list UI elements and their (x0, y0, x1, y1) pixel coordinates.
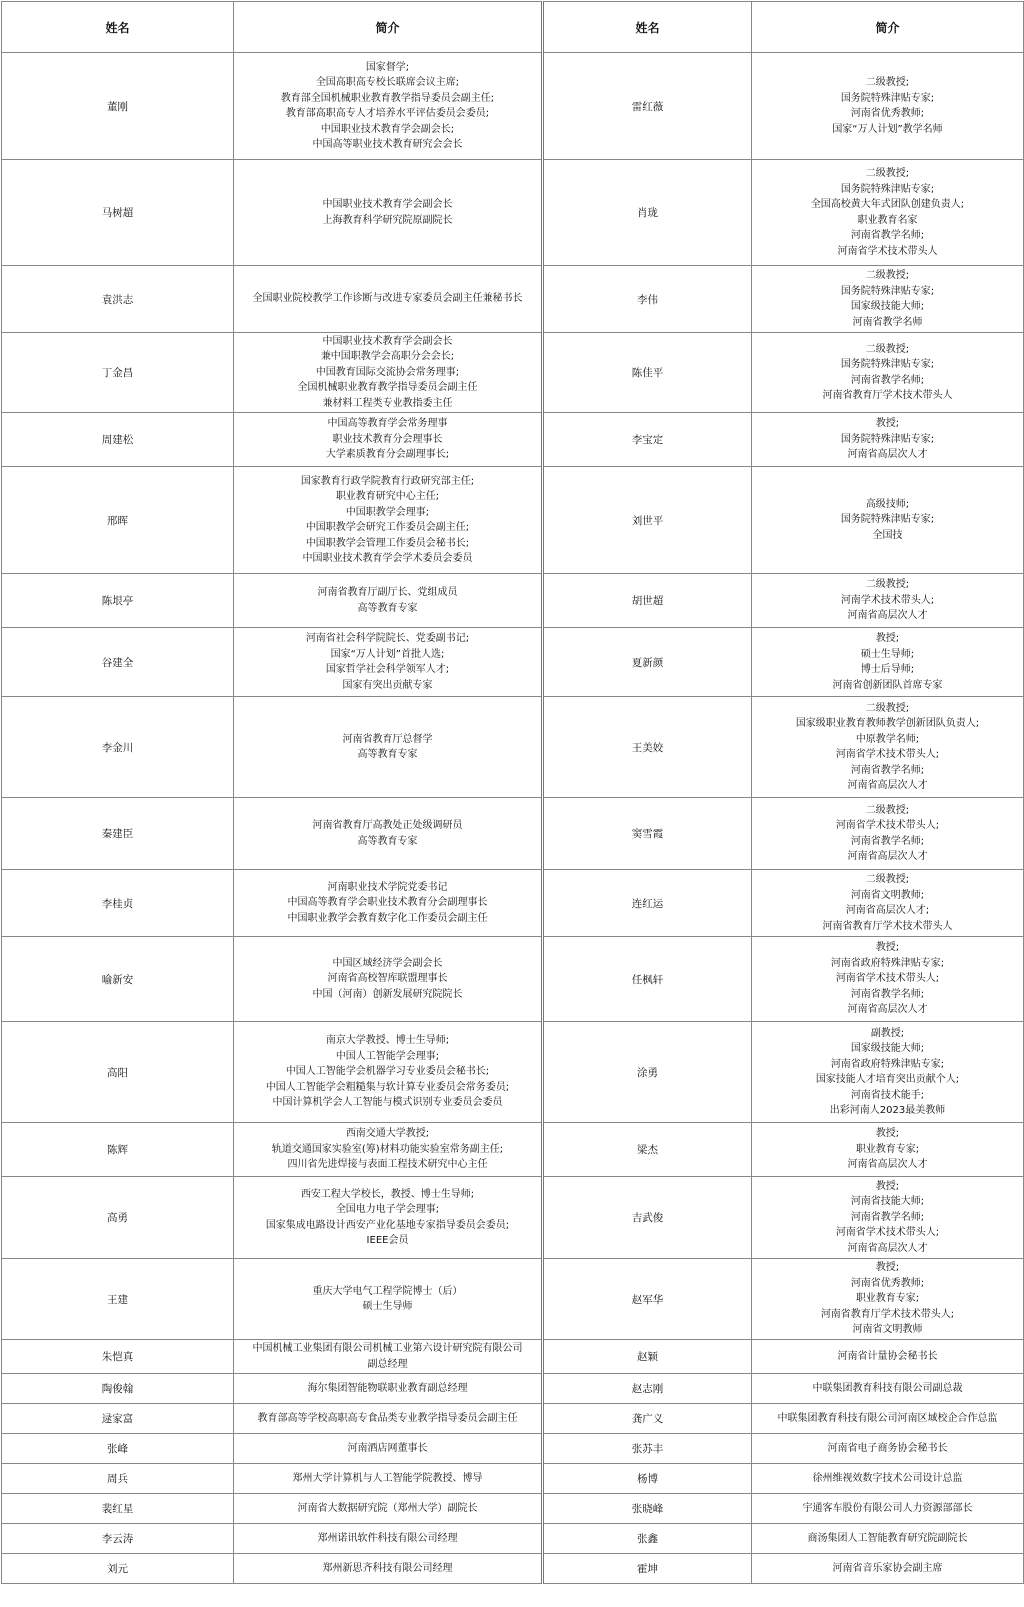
name-cell-right: 张晓峰 (543, 1494, 752, 1524)
bio-line: 国家哲学社会科学领军人才; (325, 664, 450, 675)
header-name-left: 姓名 (2, 2, 234, 53)
bio-line: 河南省教学名师; (850, 988, 925, 1000)
name-cell-left: 邢晖 (2, 467, 234, 574)
name-cell-right: 李宝定 (543, 413, 752, 467)
table-body (2, 53, 1024, 1584)
bio-line: 中国职业技术教育学会副会长 (322, 199, 453, 210)
bio-line: 教授; (875, 633, 900, 644)
bio-line: 河南省教学名师; (850, 230, 925, 241)
bio-cell-left (234, 1177, 543, 1259)
bio-line: 徐州维视效数字技术公司设计总监 (812, 1472, 963, 1484)
name-cell-left: 逯家富 (2, 1404, 234, 1434)
table-row (2, 1554, 1024, 1584)
bio-cell-right (752, 413, 1024, 467)
bio-line: 中国职业教学会教育数字化工作委员会副主任 (287, 912, 488, 924)
bio-cell-left (234, 628, 543, 697)
name-cell-right: 陈佳平 (543, 333, 752, 413)
bio-cell-right (752, 1374, 1024, 1404)
bio-cell-right (752, 160, 1024, 266)
bio-line: 职业技术教育分会理事长 (332, 433, 443, 445)
name-cell-right: 杨博 (543, 1464, 752, 1494)
bio-cell-right (752, 1404, 1024, 1434)
bio-line: 河南省教学名师; (850, 764, 925, 776)
bio-line: 教授; (875, 1128, 900, 1140)
bio-cell-right (752, 1524, 1024, 1554)
bio-line: 中原教学名师; (855, 733, 920, 745)
bio-line: 郑州新思齐科技有限公司经理 (322, 1562, 453, 1574)
bio-line: 硕士生导师 (362, 1301, 413, 1312)
bio-cell-right (752, 1494, 1024, 1524)
bio-line: 出彩河南人2023最美教师 (829, 1105, 946, 1116)
table-row (2, 574, 1024, 628)
table-row (2, 53, 1024, 160)
name-cell-right: 夏新颜 (543, 628, 752, 697)
name-cell-left: 陶俊翰 (2, 1374, 234, 1404)
table-row (2, 467, 1024, 574)
bio-cell-right (752, 628, 1024, 697)
bio-line: 二级教授; (865, 874, 910, 885)
table-row (2, 413, 1024, 467)
bio-line: 国家集成电路设计西安产业化基地专家指导委员会委员; (265, 1219, 510, 1231)
bio-line: 兼中国职教学会高职分会会长; (320, 351, 455, 363)
bio-line: 二级教授; (865, 804, 910, 816)
bio-cell-left (234, 160, 543, 266)
bio-line: 国务院特殊津贴专家; (840, 514, 935, 526)
bio-line: 高等教育专家 (357, 749, 418, 760)
bio-line: 国务院特殊津贴专家; (840, 285, 935, 297)
table-row (2, 1022, 1024, 1123)
bio-line: 河南省教育厅副厅长、党组成员 (317, 587, 458, 598)
bio-cell-right (752, 798, 1024, 870)
bio-line: 河南省技术能手; (850, 1089, 925, 1101)
bio-line: 河南省大数据研究院（郑州大学）副院长 (297, 1502, 478, 1514)
bio-line: 中国人工智能学会粗糙集与软计算专业委员会常务委员; (265, 1081, 510, 1093)
bio-line: 二级教授; (865, 579, 910, 591)
bio-line: 国家“万人计划”首批人选; (330, 648, 445, 660)
name-cell-right: 任枫轩 (543, 937, 752, 1022)
table-row (2, 1494, 1024, 1524)
bio-line: 大学素质教育分会副理事长; (325, 449, 450, 461)
bio-line: 中国职业技术教育学会副会长 (322, 335, 453, 347)
bio-line: 上海教育科学研究院原副院长 (322, 214, 453, 226)
bio-cell-right (752, 1340, 1024, 1374)
bio-line: 全国高职高专校长联席会议主席; (315, 77, 460, 88)
bio-line: 二级教授; (865, 702, 910, 714)
table-row (2, 697, 1024, 798)
bio-line: 河南省社会科学院院长、党委副书记; (305, 633, 470, 644)
bio-cell-right (752, 870, 1024, 937)
bio-line: 国务院特殊津贴专家; (840, 433, 935, 445)
bio-line: 国家有突出贡献专家 (342, 679, 433, 691)
bio-line: 中国高等教育学会常务理事 (327, 418, 448, 430)
bio-line: 中国职教学会理事; (345, 506, 430, 518)
name-cell-right: 梁杰 (543, 1123, 752, 1177)
bio-cell-right (752, 53, 1024, 160)
name-cell-right: 涂勇 (543, 1022, 752, 1123)
bio-line: 西南交通大学教授; (345, 1128, 430, 1140)
bio-cell-right (752, 1464, 1024, 1494)
name-cell-right: 霍坤 (543, 1554, 752, 1584)
bio-line: 职业教育专家; (855, 1293, 920, 1305)
bio-line: 全国职业院校教学工作诊断与改进专家委员会副主任兼秘书长 (252, 293, 523, 305)
name-cell-left: 马树超 (2, 160, 234, 266)
header-row (2, 2, 1024, 53)
bio-cell-left (234, 574, 543, 628)
bio-line: 国家级职业教育教师教学创新团队负责人; (795, 718, 980, 729)
bio-line: 教授; (875, 942, 900, 954)
bio-line: IEEE会员 (366, 1235, 409, 1246)
table-row (2, 798, 1024, 870)
bio-line: 河南省电子商务协会秘书长 (827, 1442, 948, 1454)
name-cell-right: 李伟 (543, 266, 752, 333)
name-cell-right: 连红运 (543, 870, 752, 937)
name-cell-right: 赵军华 (543, 1259, 752, 1340)
name-cell-right: 赵颖 (543, 1340, 752, 1374)
bio-cell-left (234, 1554, 543, 1584)
table-row (2, 937, 1024, 1022)
bio-line: 河南酒店网董事长 (347, 1442, 428, 1454)
bio-line: 全国电力电子学会理事; (335, 1204, 440, 1215)
bio-line: 教育部全国机械职业教育教学指导委员会副主任; (280, 92, 495, 104)
name-cell-left: 高阳 (2, 1022, 234, 1123)
bio-line: 中国计算机学会人工智能与模式识别专业委员会委员 (272, 1097, 503, 1109)
name-cell-right: 吉武俊 (543, 1177, 752, 1259)
table-row (2, 160, 1024, 266)
bio-line: 河南学术技术带头人; (840, 594, 935, 606)
bio-line: 河南省教育厅学术技术带头人 (822, 920, 953, 932)
bio-line: 河南省文明教师; (850, 889, 925, 901)
bio-line: 河南省优秀教师; (850, 108, 925, 119)
bio-line: 南京大学教授、博士生导师; (325, 1035, 450, 1047)
bio-line: 河南省教育厅总督学 (342, 733, 433, 745)
bio-cell-left (234, 798, 543, 870)
table-row (2, 1374, 1024, 1404)
name-cell-left: 裴红星 (2, 1494, 234, 1524)
bio-line: 中国机械工业集团有限公司机械工业第六设计研究院有限公司 (252, 1343, 523, 1354)
bio-line: 国家级技能大师; (850, 1043, 925, 1054)
bio-cell-right (752, 1554, 1024, 1584)
bio-line: 河南省学术技术带头人; (835, 820, 940, 831)
bio-cell-left (234, 266, 543, 333)
bio-cell-left (234, 413, 543, 467)
bio-line: 河南省计量协会秘书长 (837, 1350, 938, 1362)
bio-line: 河南省政府特殊津贴专家; (830, 1058, 945, 1070)
bio-cell-left (234, 697, 543, 798)
bio-line: 河南省高层次人才 (847, 851, 928, 862)
bio-cell-right (752, 1259, 1024, 1340)
bio-cell-right (752, 1177, 1024, 1259)
bio-cell-left (234, 333, 543, 413)
bio-line: 中国人工智能学会机器学习专业委员会秘书长; (285, 1066, 490, 1078)
bio-cell-left (234, 1340, 543, 1374)
bio-line: 郑州诺讯软件科技有限公司经理 (317, 1532, 458, 1544)
bio-line: 兼材料工程类专业教指委主任 (322, 397, 453, 409)
bio-line: 河南省高层次人才 (847, 1004, 928, 1016)
name-cell-left: 李桂贞 (2, 870, 234, 937)
name-cell-right: 肖珑 (543, 160, 752, 266)
bio-line: 中国职教学会研究工作委员会副主任; (305, 522, 470, 533)
table-row (2, 1259, 1024, 1340)
bio-line: 中国职教学会管理工作委员会秘书长; (305, 537, 470, 549)
bio-cell-left (234, 1494, 543, 1524)
bio-line: 重庆大学电气工程学院博士（后） (312, 1285, 463, 1297)
bio-line: 河南职业技术学院党委书记 (327, 881, 448, 893)
name-cell-left: 喻新安 (2, 937, 234, 1022)
bio-line: 教授; (875, 1262, 900, 1274)
name-cell-right: 王美姣 (543, 697, 752, 798)
bio-line: 国务院特殊津贴专家; (840, 183, 935, 195)
bio-line: 硕士生导师; (860, 648, 915, 660)
bio-line: 国务院特殊津贴专家; (840, 359, 935, 370)
bio-line: 中联集团教育科技有限公司副总裁 (812, 1382, 963, 1394)
table-row (2, 333, 1024, 413)
name-cell-left: 周建松 (2, 413, 234, 467)
experts-table (1, 1, 1024, 1584)
bio-line: 中国人工智能学会理事; (335, 1050, 440, 1062)
bio-cell-right (752, 1022, 1024, 1123)
bio-line: 副总经理 (367, 1358, 408, 1370)
bio-line: 河南省教育厅学术技术带头人 (822, 390, 953, 401)
name-cell-left: 高勇 (2, 1177, 234, 1259)
bio-line: 河南省高层次人才 (847, 780, 928, 791)
bio-line: 二级教授; (865, 77, 910, 88)
bio-cell-left (234, 937, 543, 1022)
bio-line: 河南省教学名师 (852, 316, 923, 328)
bio-line: 国家“万人计划”教学名师 (832, 123, 943, 135)
bio-line: 中国高等职业技术教育研究会会长 (312, 139, 463, 150)
bio-line: 国务院特殊津贴专家; (840, 92, 935, 104)
bio-line: 二级教授; (865, 343, 910, 355)
table-row (2, 870, 1024, 937)
table-row (2, 1464, 1024, 1494)
bio-line: 国家教育行政学院教育行政研究部主任; (300, 475, 475, 487)
bio-line: 宇通客车股份有限公司人力资源部部长 (802, 1502, 973, 1514)
bio-line: 国家督学; (365, 61, 410, 73)
bio-line: 海尔集团智能物联职业教育副总经理 (307, 1382, 468, 1394)
bio-cell-right (752, 937, 1024, 1022)
bio-line: 河南省文明教师 (852, 1324, 923, 1336)
name-cell-left: 袁洪志 (2, 266, 234, 333)
name-cell-left: 谷建全 (2, 628, 234, 697)
bio-line: 河南省政府特殊津贴专家; (830, 957, 945, 969)
bio-line: 全国机械职业教育教学指导委员会副主任 (297, 382, 478, 394)
name-cell-right: 雷红薇 (543, 53, 752, 160)
bio-cell-right (752, 333, 1024, 413)
bio-line: 河南省高层次人才 (847, 1242, 928, 1254)
bio-line: 四川省先进焊接与表面工程技术研究中心主任 (287, 1159, 488, 1171)
bio-cell-left (234, 1464, 543, 1494)
bio-cell-left (234, 1404, 543, 1434)
bio-line: 河南省学术技术带头人; (835, 749, 940, 760)
name-cell-left: 秦建臣 (2, 798, 234, 870)
bio-line: 中国教育国际交流协会常务理事; (315, 366, 460, 378)
table-row (2, 1404, 1024, 1434)
bio-cell-left (234, 870, 543, 937)
bio-line: 中国高等教育学会职业技术教育分会副理事长 (287, 897, 488, 909)
bio-line: 中国职业技术教育学会副会长; (320, 123, 455, 135)
name-cell-left: 丁金昌 (2, 333, 234, 413)
bio-line: 轨道交通国家实验室(筹)材料功能实验室常务副主任; (271, 1143, 504, 1155)
bio-line: 教育部高职高专人才培养水平评估委员会委员; (285, 108, 490, 119)
bio-line: 郑州大学计算机与人工智能学院教授、博导 (292, 1472, 483, 1484)
bio-line: 国家技能人才培育突出贡献个人; (815, 1074, 960, 1085)
name-cell-left: 陈辉 (2, 1123, 234, 1177)
bio-line: 河南省高层次人才 (847, 1159, 928, 1171)
bio-line: 国家级技能大师; (850, 301, 925, 312)
bio-line: 教授; (875, 1180, 900, 1192)
header-name-right: 姓名 (543, 2, 752, 53)
name-cell-left: 张峰 (2, 1434, 234, 1464)
header-bio-left: 简介 (234, 2, 543, 53)
bio-line: 河南省教学名师; (850, 374, 925, 386)
name-cell-left: 王建 (2, 1259, 234, 1340)
bio-line: 高等教育专家 (357, 835, 418, 847)
bio-line: 河南省创新团队首席专家 (832, 679, 943, 691)
bio-line: 高等教育专家 (357, 602, 418, 614)
bio-line: 河南省教育厅高教处正处级调研员 (312, 820, 463, 831)
bio-line: 河南省优秀教师; (850, 1277, 925, 1289)
bio-cell-right (752, 1123, 1024, 1177)
bio-line: 河南省音乐家协会副主席 (832, 1562, 943, 1574)
bio-line: 博士后导师; (860, 664, 915, 675)
name-cell-left: 陈垠亭 (2, 574, 234, 628)
bio-cell-left (234, 1259, 543, 1340)
bio-cell-right (752, 574, 1024, 628)
bio-cell-left (234, 1123, 543, 1177)
bio-line: 河南省高层次人才 (847, 449, 928, 461)
name-cell-left: 刘元 (2, 1554, 234, 1584)
table-row (2, 1340, 1024, 1374)
name-cell-right: 胡世超 (543, 574, 752, 628)
bio-cell-right (752, 697, 1024, 798)
bio-cell-left (234, 1374, 543, 1404)
table-row (2, 266, 1024, 333)
bio-line: 河南省高校智库联盟理事长 (327, 973, 448, 985)
table-row (2, 1434, 1024, 1464)
name-cell-right: 张鑫 (543, 1524, 752, 1554)
table-row (2, 1524, 1024, 1554)
bio-line: 职业教育专家; (855, 1143, 920, 1155)
bio-line: 教育部高等学校高职高专食品类专业教学指导委员会副主任 (257, 1412, 518, 1424)
bio-line: 河南省学术技术带头人 (837, 245, 938, 257)
bio-line: 中国（河南）创新发展研究院院长 (312, 988, 463, 1000)
name-cell-right: 刘世平 (543, 467, 752, 574)
name-cell-right: 张苏丰 (543, 1434, 752, 1464)
bio-line: 全国高校黄大年式团队创建负责人; (810, 199, 965, 210)
name-cell-left: 朱恺真 (2, 1340, 234, 1374)
bio-line: 中国区域经济学会副会长 (332, 957, 443, 969)
table-row (2, 1177, 1024, 1259)
bio-line: 二级教授; (865, 168, 910, 179)
bio-line: 河南省学术技术带头人; (835, 973, 940, 985)
bio-line: 中国职业技术教育学会学术委员会委员 (302, 553, 473, 564)
bio-line: 职业教育研究中心主任; (335, 491, 440, 502)
bio-cell-left (234, 1022, 543, 1123)
bio-cell-left (234, 467, 543, 574)
name-cell-left: 董刚 (2, 53, 234, 160)
bio-line: 河南省技能大师; (850, 1196, 925, 1208)
name-cell-left: 周兵 (2, 1464, 234, 1494)
bio-line: 河南省高层次人才 (847, 610, 928, 622)
bio-line: 商汤集团人工智能教育研究院副院长 (807, 1532, 968, 1544)
name-cell-right: 龚广义 (543, 1404, 752, 1434)
bio-cell-right (752, 1434, 1024, 1464)
bio-cell-left (234, 1524, 543, 1554)
bio-line: 高级技师; (865, 498, 910, 510)
bio-line: 西安工程大学校长，教授、博士生导师; (300, 1188, 475, 1200)
bio-line: 二级教授; (865, 270, 910, 281)
table-row (2, 1123, 1024, 1177)
bio-line: 职业教育名家 (857, 214, 918, 226)
name-cell-right: 赵志刚 (543, 1374, 752, 1404)
bio-line: 河南省教学名师; (850, 1211, 925, 1223)
bio-line: 副教授; (870, 1027, 905, 1039)
bio-line: 中联集团教育科技有限公司河南区域校企合作总监 (777, 1412, 998, 1424)
name-cell-left: 李云涛 (2, 1524, 234, 1554)
bio-line: 河南省教学名师; (850, 835, 925, 847)
table-row (2, 628, 1024, 697)
bio-line: 河南省学术技术带头人; (835, 1227, 940, 1239)
bio-cell-right (752, 467, 1024, 574)
bio-line: 全国技 (872, 529, 903, 541)
bio-line: 河南省教育厅学术技术带头人; (820, 1308, 955, 1320)
bio-line: 河南省高层次人才; (845, 905, 930, 916)
name-cell-right: 窦雪霞 (543, 798, 752, 870)
bio-cell-left (234, 53, 543, 160)
name-cell-left: 李金川 (2, 697, 234, 798)
bio-line: 教授; (875, 418, 900, 430)
bio-cell-left (234, 1434, 543, 1464)
bio-cell-right (752, 266, 1024, 333)
header-bio-right: 简介 (752, 2, 1024, 53)
